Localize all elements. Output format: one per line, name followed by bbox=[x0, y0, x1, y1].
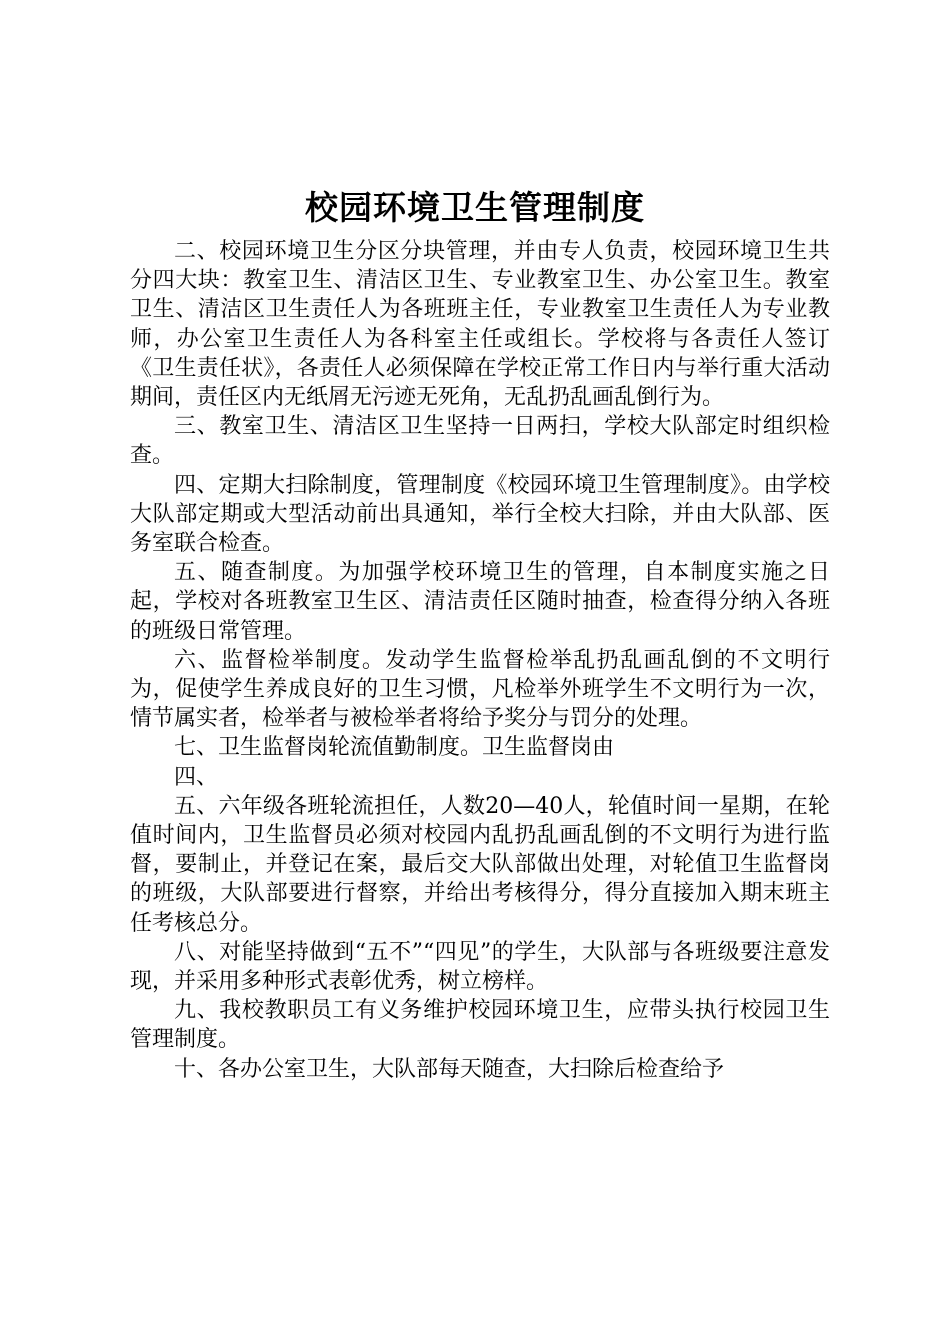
paragraph-5: 五、随查制度。为加强学校环境卫生的管理，自本制度实施之日起，学校对各班教室卫生区、清洁责任区随时抽查，检查得分纳入各班的班级日常管理。 bbox=[130, 560, 830, 644]
paragraph-6: 六、监督检举制度。发动学生监督检举乱扔乱画乱倒的不文明行为，促使学生养成良好的卫生习惯，凡检举外班学生不文明行为一次，情节属实者，检举者与被检举者将给予奖分与罚分的处理。 bbox=[130, 647, 830, 732]
paragraph-7b: 四、 bbox=[174, 764, 219, 790]
paragraph-8: 八、对能坚持做到“五不”“四见”的学生，大队部与各班级要注意发现，并采用多种形式表彰优秀，树立榜样。 bbox=[130, 939, 830, 995]
paragraph-9: 九、我校教职员工有义务维护校园环境卫生，应带头执行校园卫生管理制度。 bbox=[130, 998, 830, 1053]
paragraph-3: 三、教室卫生、清洁区卫生坚持一日两扫，学校大队部定时组织检查。 bbox=[130, 414, 830, 469]
paragraph-7: 七、卫生监督岗轮流值勤制度。卫生监督岗由 bbox=[174, 735, 615, 761]
paragraph-7c: 五、六年级各班轮流担任，人数20—40人，轮值时间一星期，在轮值时间内，卫生监督员必须对校园内乱扔乱画乱倒的不文明行为进行监督，要制止，并登记在案，最后交大队部做出处理，对轮值卫生监督岗的班级，大队部要进行督察，并给出考核得分，得分直接加入期末班主任考核总分。 bbox=[130, 793, 830, 936]
paragraph-2: 二、校园环境卫生分区分块管理，并由专人负责，校园环境卫生共分四大块：教室卫生、清洁区卫生、专业教室卫生、办公室卫生。教室卫生、清洁区卫生责任人为各班班主任，专业教室卫生责任人为专业教师，办公室卫生责任人为各科室主任或组长。学校将与各责任人签订《卫生责任状》，各责任人必须保障在学校正常工作日内与举行重大活动期间，责任区内无纸屑无污迹无死角，无乱扔乱画乱倒行为。 bbox=[130, 239, 830, 411]
document-body bbox=[130, 237, 830, 1084]
paragraph-10: 十、各办公室卫生，大队部每天随查，大扫除后检查给予 bbox=[174, 1056, 725, 1082]
document-title: 校园环境卫生管理制度 bbox=[305, 188, 645, 227]
paragraph-4: 四、定期大扫除制度，管理制度《校园环境卫生管理制度》。由学校大队部定期或大型活动前出具通知，举行全校大扫除，并由大队部、医务室联合检查。 bbox=[130, 472, 830, 557]
